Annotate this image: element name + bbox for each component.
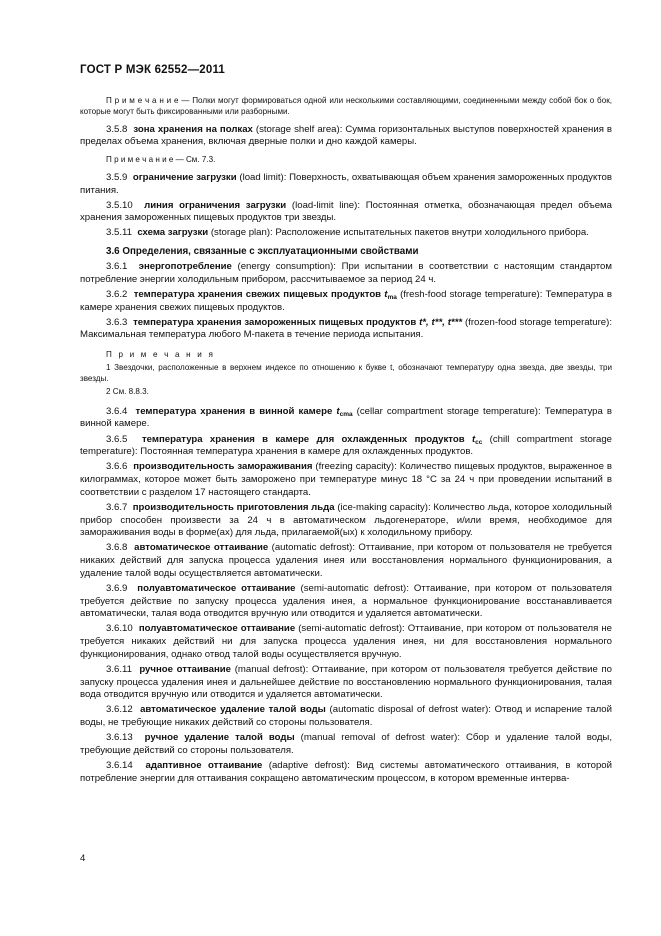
document-header: ГОСТ Р МЭК 62552—2011 [80,64,226,76]
term: линия ограничения загрузки [144,199,287,211]
note: П р и м е ч а н и е — Полки могут формироваться одной или несколькими составляющими, соединенными между собой бок о бок, которые могут быть фиксированными или разборными. [80,96,612,116]
note: П р и м е ч а н и е — См. 7.3. [106,155,216,164]
symbol: t*, t**, t*** [419,316,463,328]
term: температура хранения замороженных пищевых продуктов [133,316,420,328]
term: производительность замораживания [133,461,313,473]
term: температура хранения в винной камере [135,405,337,417]
note-1: 1 Звездочки, расположенные в верхнем индексе по отношению к букве t, обозначают температуру одна звезда, две звезды, три звезды. [80,362,612,383]
note-2: 2 См. 8.8.3. [106,386,149,396]
definition-3-6-5: 3.6.5 температура хранения в камере для охлажденных продуктов $t_{cc}$ (chill compartment storage temperature): Постоянная температура хранения в камере для охлажденных продуктов. [80,433,612,458]
term: зона хранения на полках [133,123,253,135]
term: ручное оттаивание [139,663,232,675]
symbol: t [336,405,340,417]
definition-3-6-9: 3.6.9 полуавтоматическое оттаивание (semi-automatic defrost): Оттаивание, при котором от пользователя требуется действие по запуску процесса удаления инея, а нормальное функционирование восстанавливается автоматически, талая вода отводится вручную или отводится и удаляется автоматически. [80,582,612,620]
definition-3-6-6: 3.6.6 производительность замораживания (freezing capacity): Количество пищевых продуктов, выраженное в килограммах, которое может быть заморожено при температуре минус 18 °С за 24 ч при проведении испытаний в соответствии с разделом 17 настоящего стандарта. [80,461,612,498]
term: автоматическое оттаивание [134,542,269,554]
definition-3-6-13: 3.6.13 ручное удаление талой воды (manual removal of defrost water): Сбор и удаление талой воды, требующие действий со стороны пользователя. [80,732,612,756]
definition-3-6-2: 3.6.2 температура хранения свежих пищевых продуктов $t_{ma}$ (fresh-food storage temperature): Температура в камере хранения свежих пищевых продуктов. [80,288,612,313]
definition-3-6-1: 3.6.1 энергопотребление (energy consumption): При испытании в соответствии с настоящим стандартом потребление энергии холодильным прибором, рассчитываемое за период 24 ч. [80,261,612,285]
term: полуавтоматическое оттаивание [137,582,296,594]
term: ограничение загрузки [132,171,237,183]
definition-3-5-10: 3.5.10 линия ограничения загрузки (load-limit line): Постоянная отметка, обозначающая предел объема хранения замороженных пищевых продуктов три звезды. [80,199,612,224]
term: производительность приготовления льда [132,501,335,513]
definition-3-6-8: 3.6.8 автоматическое оттаивание (automatic defrost): Оттаивание, при котором от пользователя не требуется никаких действий для запуска процесса удаления инея или восстановления нормального функционирования, а удаление талой воды осуществляется автоматически. [80,542,612,579]
definition-3-5-11: 3.5.11 схема загрузки (storage plan): Расположение испытательных пакетов внутри холодильного прибора. [106,227,589,239]
definition-3-6-14: 3.6.14 адаптивное оттаивание (adaptive defrost): Вид системы автоматического оттаивания, в которой потребление энергии для оттаивания сокращено автоматическим процессом, в котором временные интерва- [80,759,612,784]
definition-3-5-8: 3.5.8 зона хранения на полках (storage shelf area): Сумма горизонтальных выступов поверхностей хранения в пределах объема хранения, включая дверные полки и дно каждой камеры. [80,123,612,148]
term: энергопотребление [138,261,232,273]
page-number: 4 [80,853,86,864]
definition-3-6-7: 3.6.7 производительность приготовления льда (ice-making capacity): Количество льда, которое холодильный прибор способен произвести за 24 ч в автоматическом льдогенераторе, и/или время, необходимое для замораживания воды в форме(ах) для льда, прилагаемой(ых) к холодильному прибору. [80,501,613,539]
section-heading: 3.6 Определения, связанные с эксплуатационными свойствами [106,246,419,258]
definition-3-6-10: 3.6.10 полуавтоматическое оттаивание (semi-automatic defrost): Оттаивание, при котором от пользователя не требуется никаких действий ни для запуска процесса удаления инея, ни для восстановления нормального функционирования, однако отвод талой воды осуществляется вручную. [80,623,612,660]
document-body [80,96,612,788]
symbol: t [384,288,388,300]
definition-3-6-3: 3.6.3 температура хранения замороженных пищевых продуктов t*, t**, t*** (frozen-food storage temperature): Максимальная температура любого М-пакета в течение периода испытания. [80,316,612,341]
term: адаптивное оттаивание [145,759,263,771]
term: схема загрузки [137,227,209,239]
term: полуавтоматическое оттаивание [138,623,296,635]
definition-3-6-4: 3.6.4 температура хранения в винной камере $t_{cma}$ (cellar compartment storage temperature): Температура в винной камере. [80,405,612,430]
term: температура хранения в камере для охлажденных продуктов [141,433,472,445]
definition-3-6-12: 3.6.12 автоматическое удаление талой воды (automatic disposal of defrost water): Отвод и испарение талой воды, не требующие никаких действий со стороны пользователя. [80,704,612,729]
notes-heading: П р и м е ч а н и я [106,350,216,360]
term: температура хранения свежих пищевых продуктов [133,288,385,300]
definition-3-6-11: 3.6.11 ручное оттаивание (manual defrost): Оттаивание, при котором от пользователя требуется действие по запуску процесса удаления инея и дальнейшее действие по восстановлению нормального функционирования, талая вода отводится вручную или отводится и удаляется автоматически. [80,663,612,701]
term: автоматическое удаление талой воды [140,704,326,716]
term: ручное удаление талой воды [144,732,295,744]
definition-3-5-9: 3.5.9 ограничение загрузки (load limit): Поверхность, охватывающая объем хранения замороженных продуктов питания. [80,171,612,196]
symbol: t [471,433,476,445]
